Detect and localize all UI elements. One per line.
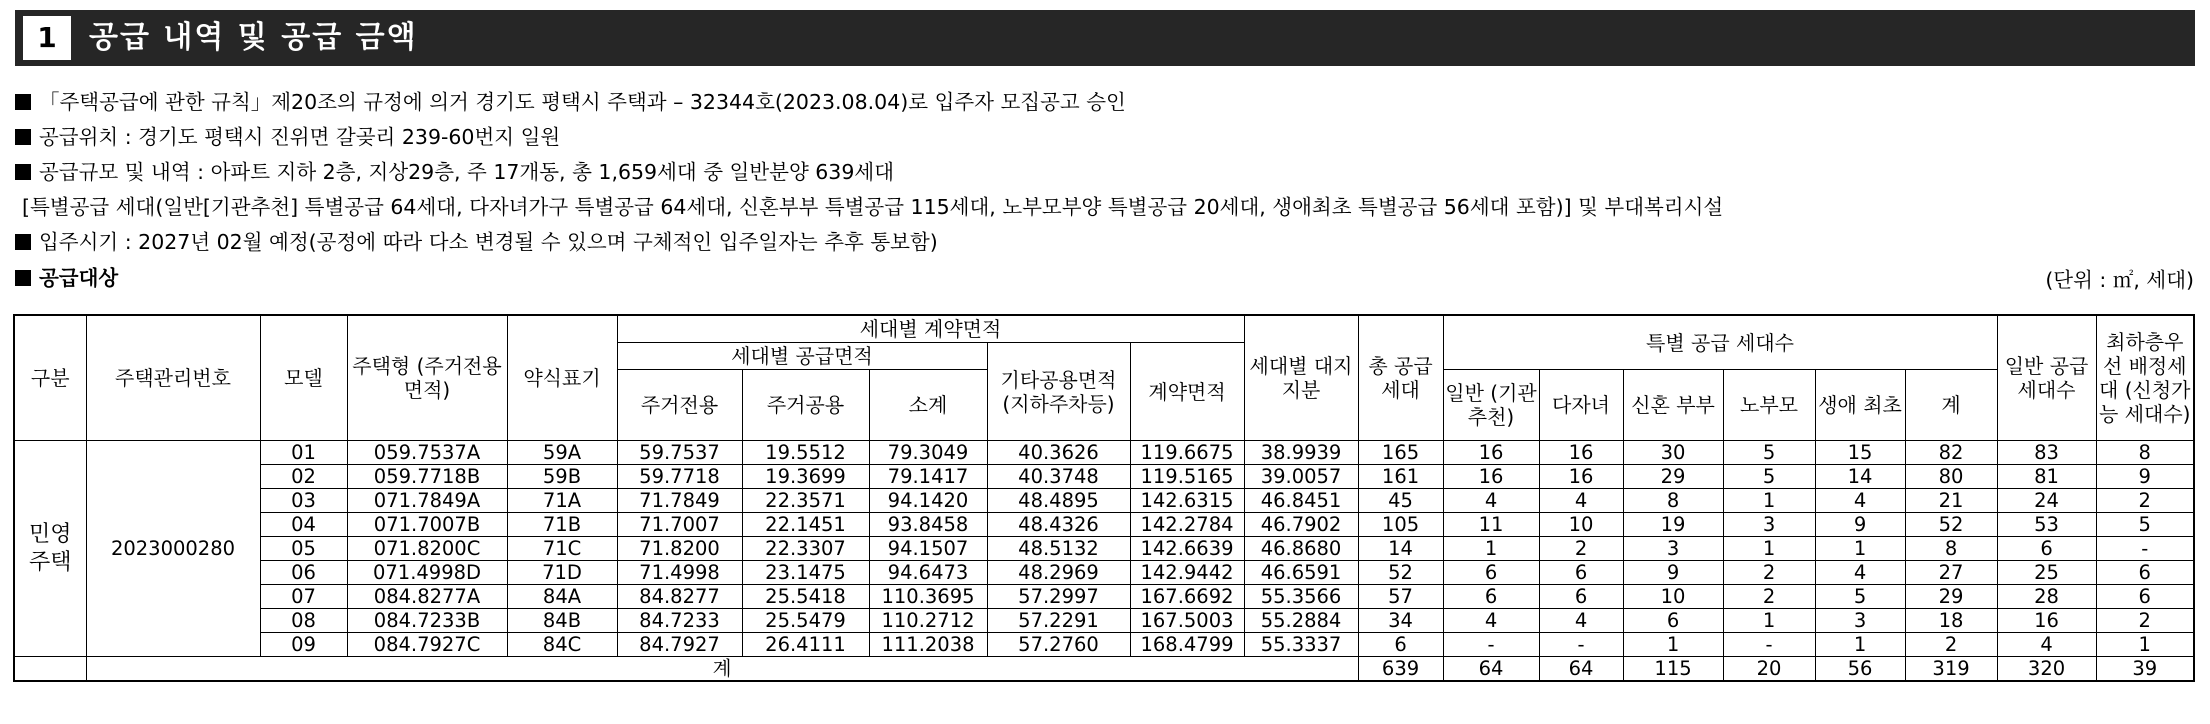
table-cell: 19.3699	[742, 465, 869, 489]
table-cell: 25.5418	[742, 585, 869, 609]
table-cell: 6	[1443, 561, 1539, 585]
table-cell: 1	[1723, 609, 1815, 633]
table-cell: 168.4799	[1130, 633, 1244, 657]
table-cell: 48.4895	[987, 489, 1130, 513]
table-cell: 71B	[507, 513, 617, 537]
mgmt-no-cell: 2023000280	[86, 441, 260, 657]
table-cell: 4	[1443, 609, 1539, 633]
table-cell: 79.3049	[869, 441, 987, 465]
table-cell: 071.7007B	[347, 513, 507, 537]
th-general-supply: 일반 공급 세대수	[1997, 315, 2096, 441]
table-cell: 06	[260, 561, 347, 585]
th-sp-elderly: 노부모	[1723, 370, 1815, 441]
table-cell: 04	[260, 513, 347, 537]
table-cell: 1	[1623, 633, 1723, 657]
table-cell: 52	[1358, 561, 1443, 585]
total-cell: 39	[2096, 657, 2194, 682]
th-supply-area-group: 세대별 공급면적	[617, 343, 987, 370]
th-contract: 계약면적	[1130, 343, 1244, 441]
table-cell: 57.2291	[987, 609, 1130, 633]
table-cell: 21	[1905, 489, 1997, 513]
table-cell: 5	[1723, 465, 1815, 489]
table-cell: 09	[260, 633, 347, 657]
table-cell: 6	[2096, 585, 2194, 609]
table-cell: 14	[1815, 465, 1905, 489]
bullet-scale: 공급규모 및 내역 : 아파트 지하 2층, 지상29층, 주 17개동, 총 1,659세대 중 일반분양 639세대	[15, 158, 894, 186]
table-cell: 29	[1623, 465, 1723, 489]
th-contract-area-group: 세대별 계약면적	[617, 315, 1244, 343]
th-special-group: 특별 공급 세대수	[1443, 315, 1997, 370]
total-row	[14, 657, 2194, 682]
table-cell: 30	[1623, 441, 1723, 465]
table-cell: 142.2784	[1130, 513, 1244, 537]
bullet-square-icon	[15, 129, 31, 145]
supply-table	[13, 314, 2195, 682]
th-common: 주거공용	[742, 370, 869, 441]
bullet-move-in: 입주시기 : 2027년 02월 예정(공정에 따라 다소 변경될 수 있으며 구체적인 입주일자는 추후 통보함)	[15, 228, 938, 256]
category-cell: 민영 주택	[14, 441, 86, 657]
table-cell: 40.3748	[987, 465, 1130, 489]
table-cell: 105	[1358, 513, 1443, 537]
table-cell: 10	[1623, 585, 1723, 609]
table-cell: 3	[1815, 609, 1905, 633]
table-cell: 6	[2096, 561, 2194, 585]
table-cell: 16	[1443, 441, 1539, 465]
table-cell: 53	[1997, 513, 2096, 537]
table-cell: 6	[1623, 609, 1723, 633]
table-cell: 4	[1815, 561, 1905, 585]
table-cell: 71C	[507, 537, 617, 561]
section-title: 공급 내역 및 공급 금액	[89, 20, 418, 55]
table-row	[14, 609, 2194, 633]
th-sp-multichild: 다자녀	[1539, 370, 1623, 441]
table-cell: 46.6591	[1244, 561, 1358, 585]
table-row	[14, 585, 2194, 609]
table-cell: 1	[1815, 633, 1905, 657]
bullet-location: 공급위치 : 경기도 평택시 진위면 갈곶리 239-60번지 일원	[15, 123, 560, 151]
table-cell: 4	[1539, 489, 1623, 513]
table-cell: 46.7902	[1244, 513, 1358, 537]
table-cell: 2	[1539, 537, 1623, 561]
table-cell: 46.8680	[1244, 537, 1358, 561]
th-subtotal: 소계	[869, 370, 987, 441]
total-cell: 115	[1623, 657, 1723, 682]
table-cell: 46.8451	[1244, 489, 1358, 513]
table-cell: 93.8458	[869, 513, 987, 537]
th-sp-firsttime: 생애 최초	[1815, 370, 1905, 441]
table-cell: 26.4111	[742, 633, 869, 657]
table-cell: 71.7849	[617, 489, 742, 513]
table-body	[14, 441, 2194, 682]
table-cell: 22.3571	[742, 489, 869, 513]
bullet-continuation: [특별공급 세대(일반[기관추천] 특별공급 64세대, 다자녀가구 특별공급 64세대, 신혼부부 특별공급 115세대, 노부모부양 특별공급 20세대, 생애최초 특별공급 56세대 포함)] 및 부대복리시설	[22, 195, 1724, 219]
table-cell: 167.6692	[1130, 585, 1244, 609]
th-sp-total: 계	[1905, 370, 1997, 441]
table-cell: 39.0057	[1244, 465, 1358, 489]
table-cell: 8	[2096, 441, 2194, 465]
table-cell: 01	[260, 441, 347, 465]
th-land-share: 세대별 대지지분	[1244, 315, 1358, 441]
table-cell: 4	[1539, 609, 1623, 633]
table-cell: 94.1420	[869, 489, 987, 513]
table-cell: 071.7849A	[347, 489, 507, 513]
bullet-square-icon	[15, 94, 31, 110]
table-cell: 16	[1539, 465, 1623, 489]
table-cell: 84.7233	[617, 609, 742, 633]
table-cell: 084.8277A	[347, 585, 507, 609]
table-cell: -	[1723, 633, 1815, 657]
table-cell: 71.4998	[617, 561, 742, 585]
table-cell: 4	[1997, 633, 2096, 657]
table-cell: 71D	[507, 561, 617, 585]
table-cell: 9	[2096, 465, 2194, 489]
table-cell: 84C	[507, 633, 617, 657]
table-cell: 1	[1443, 537, 1539, 561]
table-cell: 84.7927	[617, 633, 742, 657]
table-cell: 28	[1997, 585, 2096, 609]
table-cell: 02	[260, 465, 347, 489]
table-cell: 79.1417	[869, 465, 987, 489]
table-cell: 94.1507	[869, 537, 987, 561]
table-cell: 22.1451	[742, 513, 869, 537]
table-cell: 16	[1443, 465, 1539, 489]
table-cell: 38.9939	[1244, 441, 1358, 465]
th-sp-general: 일반 (기관 추천)	[1443, 370, 1539, 441]
section-number: 1	[23, 16, 71, 60]
table-cell: 119.5165	[1130, 465, 1244, 489]
table-cell: 6	[1539, 561, 1623, 585]
table-cell: -	[1443, 633, 1539, 657]
table-cell: 27	[1905, 561, 1997, 585]
table-cell: 14	[1358, 537, 1443, 561]
table-cell: 10	[1539, 513, 1623, 537]
total-cell: 20	[1723, 657, 1815, 682]
table-row	[14, 513, 2194, 537]
table-cell: 16	[1539, 441, 1623, 465]
table-cell: 142.6315	[1130, 489, 1244, 513]
table-cell: 22.3307	[742, 537, 869, 561]
table-cell: 2	[1723, 585, 1815, 609]
table-cell: 29	[1905, 585, 1997, 609]
table-cell: 2	[2096, 489, 2194, 513]
bullet-square-icon	[15, 234, 31, 250]
table-cell: 15	[1815, 441, 1905, 465]
total-row-left-blank	[14, 657, 86, 682]
bullet-approval: 「주택공급에 관한 규칙」제20조의 규정에 의거 경기도 평택시 주택과 – 32344호(2023.08.04)로 입주자 모집공고 승인	[15, 88, 1126, 116]
table-cell: 40.3626	[987, 441, 1130, 465]
table-cell: 142.9442	[1130, 561, 1244, 585]
table-cell: 05	[260, 537, 347, 561]
table-cell: 4	[1815, 489, 1905, 513]
table-cell: 1	[1723, 537, 1815, 561]
table-cell: 084.7927C	[347, 633, 507, 657]
table-cell: 52	[1905, 513, 1997, 537]
table-cell: 45	[1358, 489, 1443, 513]
table-cell: 071.4998D	[347, 561, 507, 585]
table-cell: 16	[1997, 609, 2096, 633]
table-row	[14, 561, 2194, 585]
table-cell: 18	[1905, 609, 1997, 633]
table-cell: 119.6675	[1130, 441, 1244, 465]
table-cell: 6	[1997, 537, 2096, 561]
table-cell: 084.7233B	[347, 609, 507, 633]
table-cell: 71.7007	[617, 513, 742, 537]
table-cell: 59B	[507, 465, 617, 489]
table-cell: 84B	[507, 609, 617, 633]
table-cell: 19	[1623, 513, 1723, 537]
th-total-supply: 총 공급 세대	[1358, 315, 1443, 441]
table-cell: 55.2884	[1244, 609, 1358, 633]
table-cell: 1	[2096, 633, 2194, 657]
table-cell: 11	[1443, 513, 1539, 537]
table-cell: 2	[1723, 561, 1815, 585]
th-lowest-floor: 최하층우선 배정세대 (신청가능 세대수)	[2096, 315, 2194, 441]
total-cell: 319	[1905, 657, 1997, 682]
table-cell: 59.7718	[617, 465, 742, 489]
table-cell: 84.8277	[617, 585, 742, 609]
table-cell: 71A	[507, 489, 617, 513]
table-cell: 1	[1723, 489, 1815, 513]
table-cell: 19.5512	[742, 441, 869, 465]
section-header	[15, 10, 2195, 66]
table-cell: 165	[1358, 441, 1443, 465]
table-cell: 2	[1905, 633, 1997, 657]
table-cell: 08	[260, 609, 347, 633]
table-cell: 24	[1997, 489, 2096, 513]
table-cell: 161	[1358, 465, 1443, 489]
table-cell: 110.2712	[869, 609, 987, 633]
th-category: 구분	[14, 315, 86, 441]
table-row	[14, 633, 2194, 657]
table-cell: -	[1539, 633, 1623, 657]
table-cell: 8	[1905, 537, 1997, 561]
table-cell: 142.6639	[1130, 537, 1244, 561]
table-row	[14, 489, 2194, 513]
table-cell: 167.5003	[1130, 609, 1244, 633]
table-cell: 48.4326	[987, 513, 1130, 537]
total-cell: 639	[1358, 657, 1443, 682]
table-cell: 59A	[507, 441, 617, 465]
total-cell: 64	[1443, 657, 1539, 682]
th-abbrev: 약식표기	[507, 315, 617, 441]
table-cell: 57.2997	[987, 585, 1130, 609]
table-cell: 071.8200C	[347, 537, 507, 561]
table-cell: 5	[2096, 513, 2194, 537]
table-cell: 1	[1815, 537, 1905, 561]
table-cell: 71.8200	[617, 537, 742, 561]
table-row	[14, 441, 2194, 465]
th-sp-newlywed: 신혼 부부	[1623, 370, 1723, 441]
table-cell: 34	[1358, 609, 1443, 633]
table-cell: 94.6473	[869, 561, 987, 585]
table-cell: 07	[260, 585, 347, 609]
table-row	[14, 537, 2194, 561]
supply-target-heading: 공급대상	[15, 264, 118, 292]
table-row	[14, 465, 2194, 489]
total-cell: 56	[1815, 657, 1905, 682]
th-other-common: 기타공용면적 (지하주차등)	[987, 343, 1130, 441]
table-cell: 48.2969	[987, 561, 1130, 585]
table-cell: 55.3337	[1244, 633, 1358, 657]
table-cell: 9	[1815, 513, 1905, 537]
table-cell: 57	[1358, 585, 1443, 609]
table-cell: 059.7718B	[347, 465, 507, 489]
table-cell: 81	[1997, 465, 2096, 489]
table-cell: 83	[1997, 441, 2096, 465]
table-cell: 2	[2096, 609, 2194, 633]
table-cell: 9	[1623, 561, 1723, 585]
table-cell: 4	[1443, 489, 1539, 513]
table-cell: 48.5132	[987, 537, 1130, 561]
table-cell: 25.5479	[742, 609, 869, 633]
table-cell: 25	[1997, 561, 2096, 585]
table-cell: 6	[1443, 585, 1539, 609]
th-exclusive: 주거전용	[617, 370, 742, 441]
table-cell: -	[2096, 537, 2194, 561]
table-cell: 80	[1905, 465, 1997, 489]
table-cell: 84A	[507, 585, 617, 609]
table-cell: 059.7537A	[347, 441, 507, 465]
total-cell: 320	[1997, 657, 2096, 682]
th-housing-type: 주택형 (주거전용 면적)	[347, 315, 507, 441]
table-cell: 111.2038	[869, 633, 987, 657]
table-cell: 6	[1539, 585, 1623, 609]
table-cell: 3	[1623, 537, 1723, 561]
th-mgmt-no: 주택관리번호	[86, 315, 260, 441]
bullet-square-icon	[15, 270, 31, 286]
table-cell: 8	[1623, 489, 1723, 513]
total-cell: 64	[1539, 657, 1623, 682]
table-cell: 110.3695	[869, 585, 987, 609]
table-cell: 6	[1358, 633, 1443, 657]
unit-label: (단위 : ㎡, 세대)	[2045, 268, 2194, 292]
table-cell: 59.7537	[617, 441, 742, 465]
table-cell: 82	[1905, 441, 1997, 465]
table-cell: 03	[260, 489, 347, 513]
table-cell: 3	[1723, 513, 1815, 537]
table-cell: 5	[1723, 441, 1815, 465]
table-cell: 57.2760	[987, 633, 1130, 657]
table-cell: 5	[1815, 585, 1905, 609]
bullet-square-icon	[15, 164, 31, 180]
total-label: 계	[86, 657, 1358, 682]
table-cell: 55.3566	[1244, 585, 1358, 609]
th-model: 모델	[260, 315, 347, 441]
table-cell: 23.1475	[742, 561, 869, 585]
